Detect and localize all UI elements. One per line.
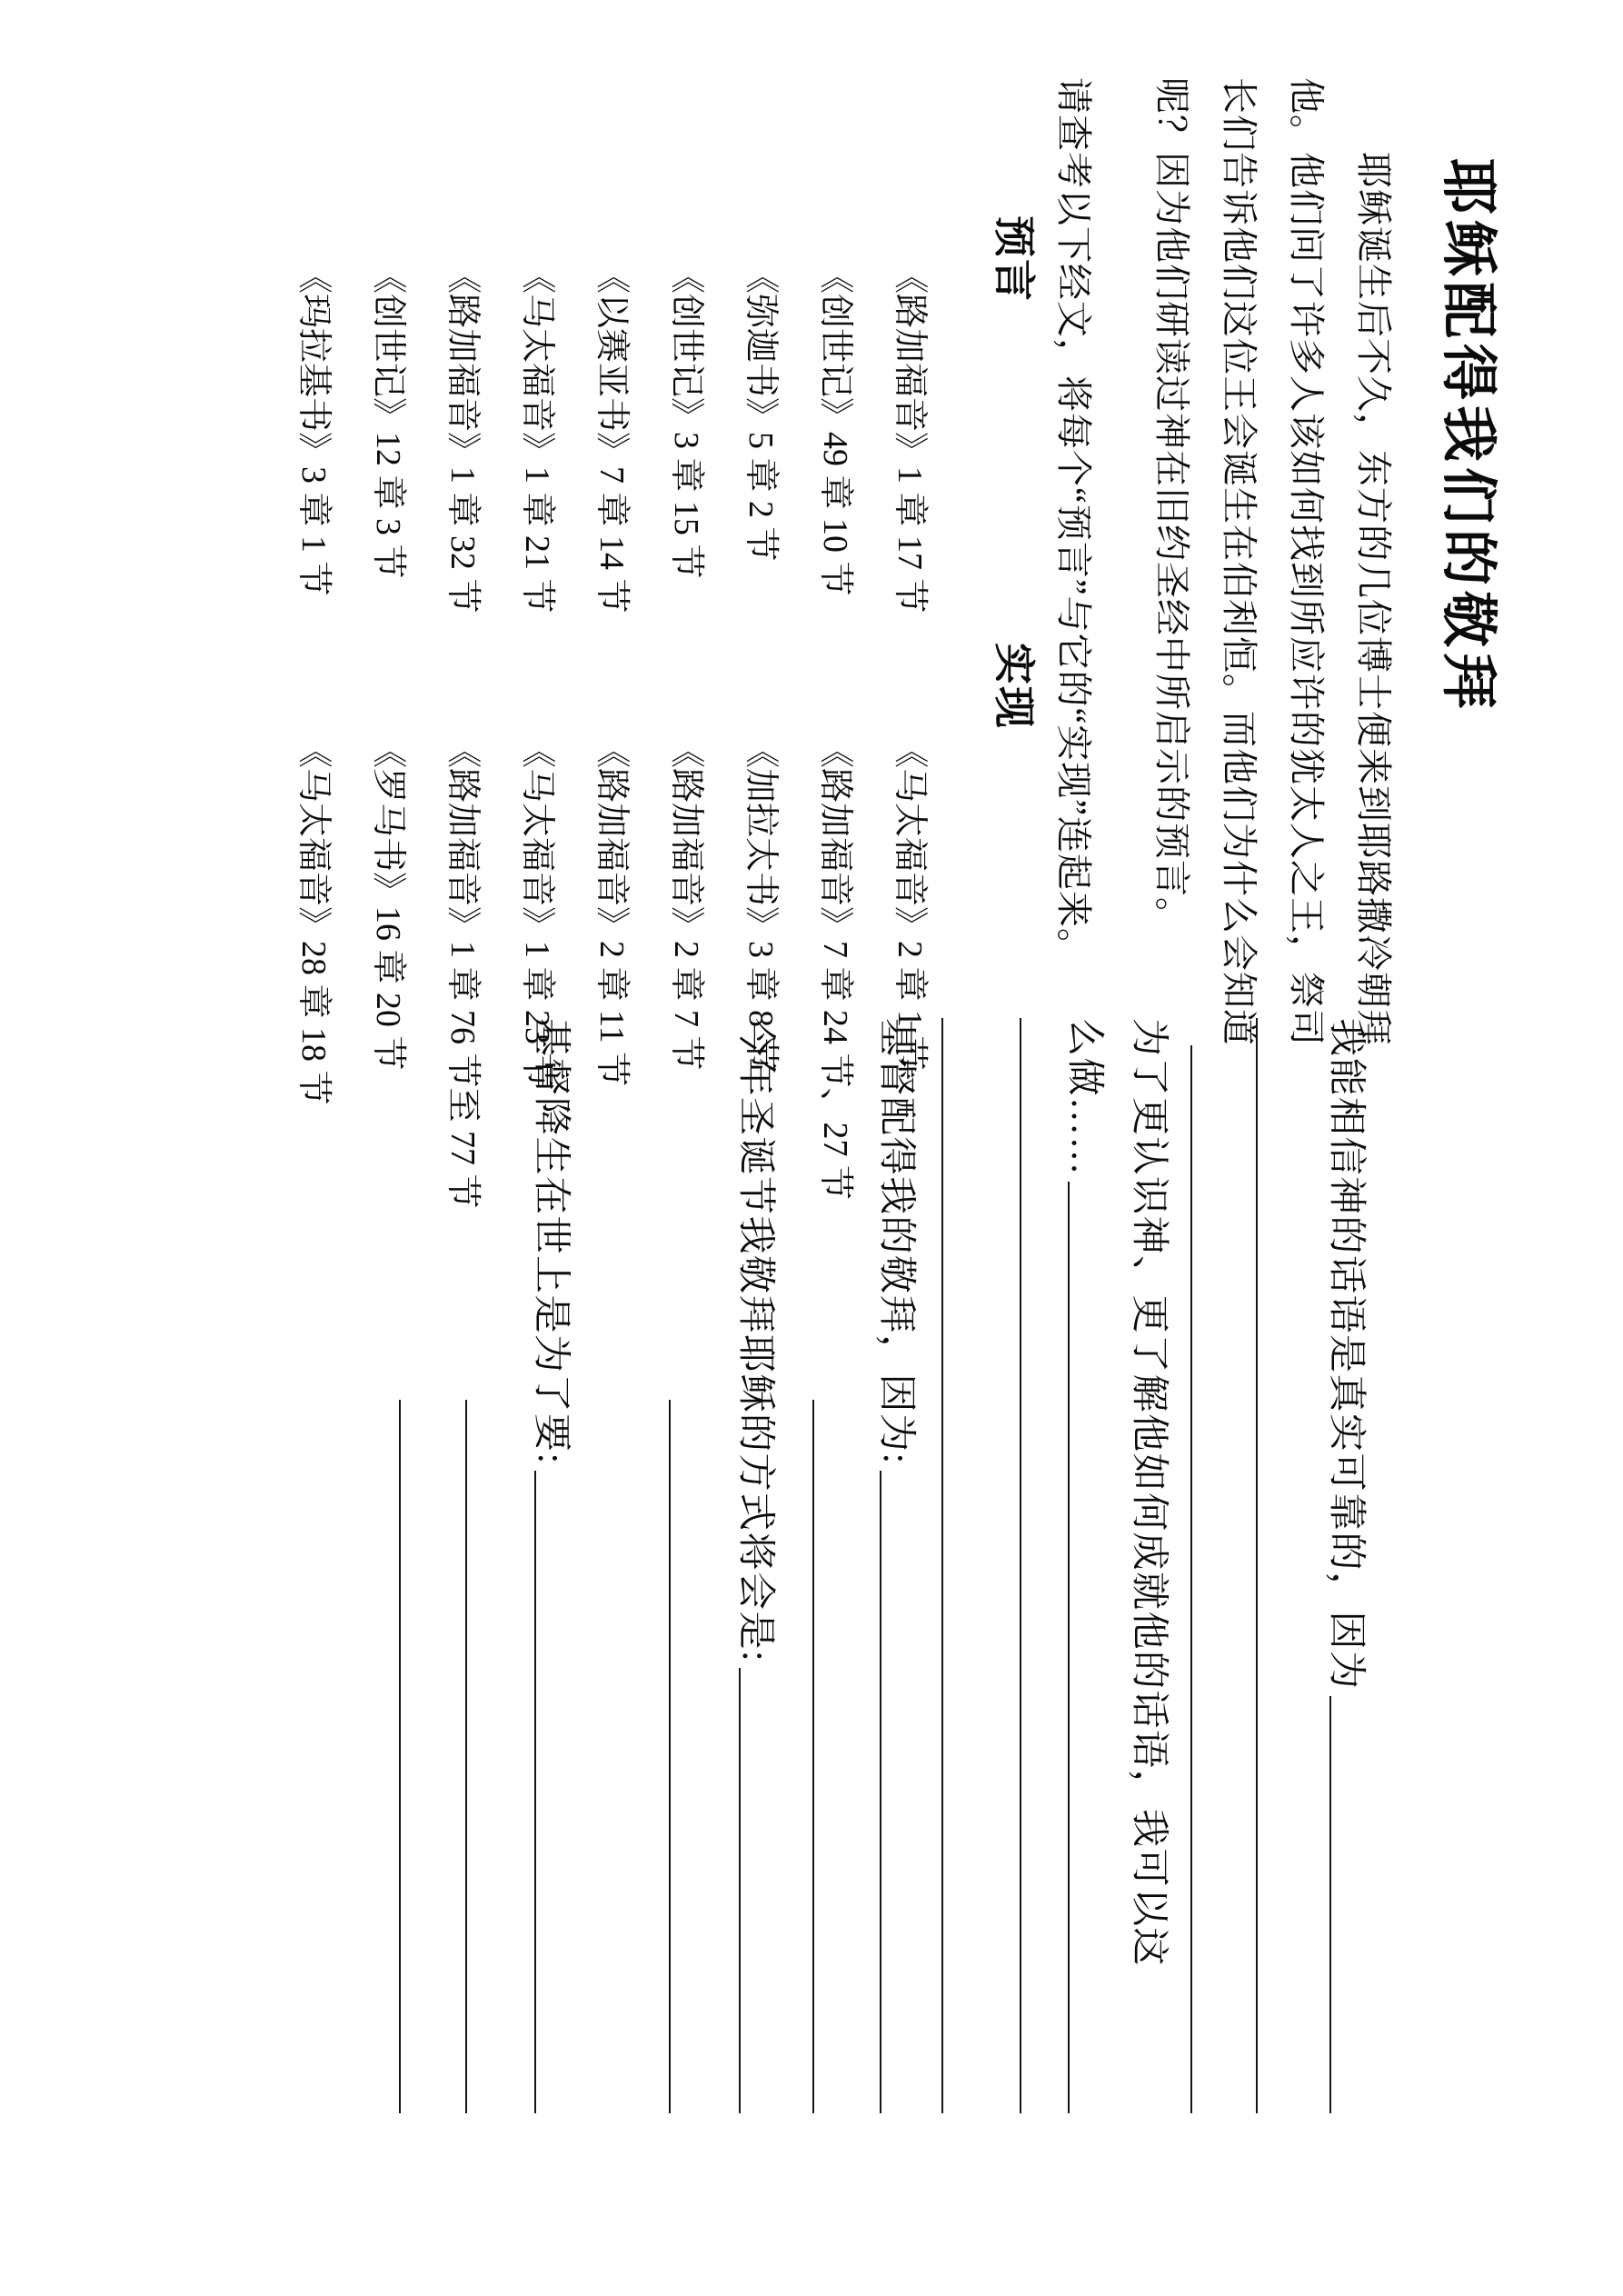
prophecy-ref: 《弥迦书》5 章 2 节 bbox=[742, 259, 780, 562]
fulfillment-ref: 《路加福音》2 章 7 节 bbox=[667, 734, 705, 1071]
column-header-fulfillment: 实现 bbox=[991, 643, 1037, 730]
matching-instruction: 请查考以下经文，将每个“预言”与它的“实现”连起来。 bbox=[1053, 77, 1094, 966]
match-row bbox=[268, 0, 343, 1363]
reflection-line-know-god-2 bbox=[1061, 1018, 1107, 2113]
intro-line: 呢？因为他们研读过神在旧约圣经中所启示的预言。 bbox=[1151, 77, 1192, 934]
prophecy-ref: 《创世记》12 章 3 节 bbox=[369, 259, 407, 579]
write-in-blank bbox=[1256, 1018, 1258, 2113]
column-header-prophecy: 预言 bbox=[991, 215, 1037, 303]
reflection-text: 基督配得我的敬拜，因为: bbox=[875, 1018, 917, 1465]
reflection-text: 么做…… bbox=[1063, 1018, 1105, 1177]
prophecy-ref: 《路加福音》1 章 17 节 bbox=[891, 259, 929, 614]
fulfillment-ref: 《加拉太书》3 章 8 节 bbox=[742, 734, 780, 1071]
prophecy-ref: 《马太福音》1 章 21 节 bbox=[518, 259, 556, 614]
fulfillment-ref: 《马太福音》1 章 23 节 bbox=[518, 734, 556, 1088]
fulfillment-ref: 《罗马书》16 章 20 节 bbox=[369, 734, 407, 1071]
match-row bbox=[790, 0, 864, 1363]
prophecy-ref: 《玛拉基书》3 章 1 节 bbox=[294, 259, 333, 596]
write-in-blank bbox=[941, 1018, 943, 2113]
match-row bbox=[641, 0, 715, 1363]
fulfillment-ref: 《马太福音》2 章 1 节 bbox=[891, 734, 929, 1071]
reflection-line-christmas bbox=[732, 1018, 778, 2113]
write-in-blank bbox=[1068, 1182, 1070, 2113]
reflection-text: 今年圣诞节我敬拜耶稣的方式将会是: bbox=[734, 1018, 776, 1663]
write-in-blank bbox=[1190, 1045, 1192, 2113]
match-row bbox=[417, 0, 492, 1363]
write-in-blank bbox=[534, 1471, 536, 2113]
reflection-line-born bbox=[528, 1018, 573, 2113]
match-row bbox=[566, 0, 641, 1363]
intro-line: 长们告诉他们这位王会诞生在伯利恒。而他们为什么会知道 bbox=[1219, 77, 1260, 1046]
intro-line: 他。他们问了许多人该如何找到所应许的犹太人之王，祭司 bbox=[1286, 77, 1327, 1046]
reflection-line-worthy bbox=[873, 1018, 919, 2113]
fulfillment-ref: 《路加福音》1 章 76 节至 77 节 bbox=[443, 734, 482, 1209]
reflection-line-believe bbox=[1323, 1018, 1369, 2113]
matching-list bbox=[268, 0, 939, 1363]
prophecy-ref: 《以赛亚书》7 章 14 节 bbox=[592, 259, 631, 614]
fulfillment-ref: 《路加福音》2 章 11 节 bbox=[592, 734, 631, 1087]
prophecy-ref: 《创世记》49 章 10 节 bbox=[816, 259, 854, 596]
page-title: 耶稣配得我们的敬拜 bbox=[1437, 157, 1499, 714]
reflection-text: 基督降生在世上是为了要: bbox=[530, 1018, 572, 1465]
write-in-blank bbox=[399, 1400, 401, 2113]
write-in-blank bbox=[669, 1400, 671, 2113]
write-in-blank bbox=[739, 1668, 741, 2113]
reflection-text: 我能相信神的话语是真实可靠的，因为 bbox=[1325, 1018, 1367, 1691]
write-in-blank bbox=[880, 1471, 881, 2113]
fulfillment-ref: 《路加福音》7 章 24 节、27 节 bbox=[816, 734, 854, 1201]
intro-paragraph bbox=[1133, 77, 1402, 1095]
reflection-line-know-god: 为了更认识神、更了解他如何成就他的话语，我可以这 bbox=[1128, 1018, 1170, 1968]
intro-line: 耶稣诞生后不久，东方的几位博士便来到耶路撒冷朝拜 bbox=[1353, 152, 1394, 1046]
write-in-blank bbox=[812, 1400, 814, 2113]
prophecy-ref: 《路加福音》1 章 32 节 bbox=[443, 259, 482, 614]
fulfillment-ref: 《马太福音》28 章 18 节 bbox=[294, 734, 333, 1105]
prophecy-ref: 《创世记》3 章 15 节 bbox=[667, 259, 705, 579]
match-row bbox=[343, 0, 417, 1363]
write-in-blank bbox=[1329, 1696, 1331, 2113]
write-in-blank bbox=[1020, 1018, 1021, 2113]
write-in-blank bbox=[465, 1400, 467, 2113]
